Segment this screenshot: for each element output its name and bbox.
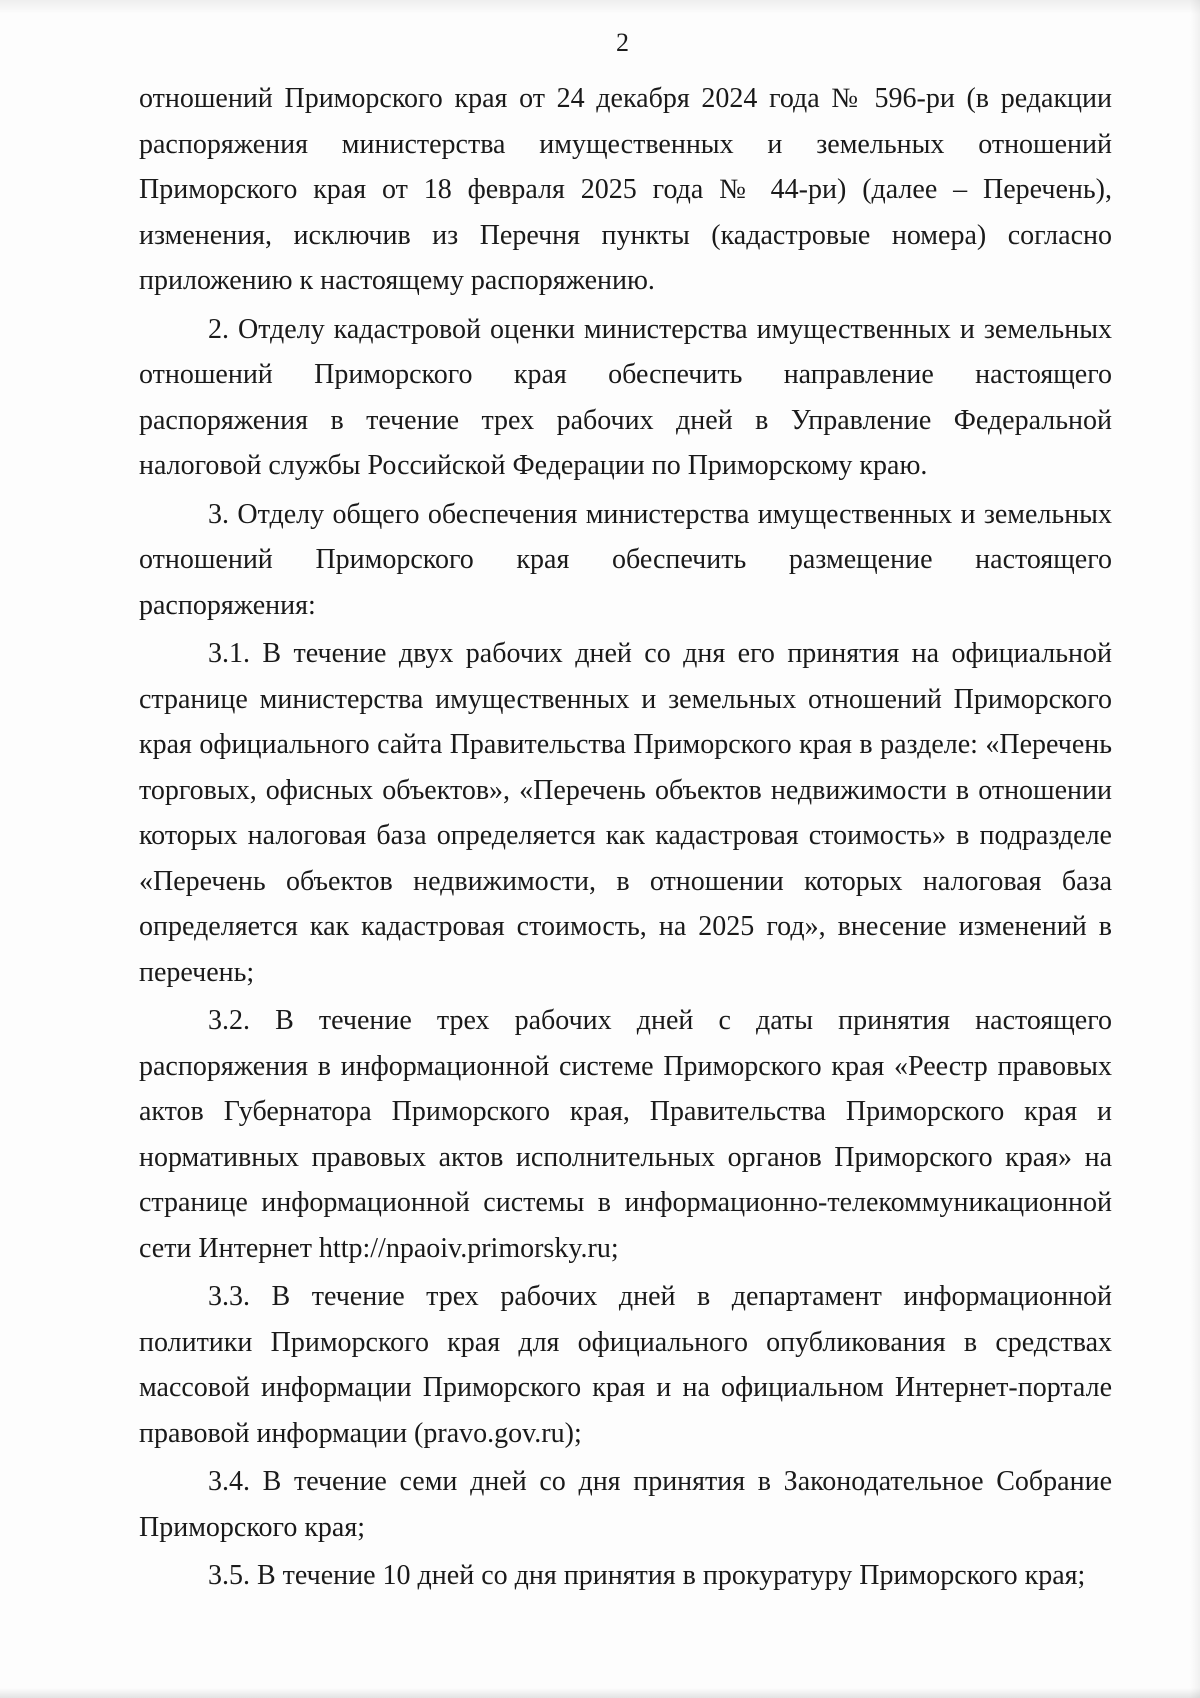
paragraph-item-3-1: 3.1. В течение двух рабочих дней со дня его принятия на официальной странице министерства имущественных и земельных отношений Приморского края официального сайта Правительства Приморского края в разделе: «Перечень торговых, офисных объектов», «Перечень объектов недвижимости в отношении которых налоговая база определяется как кадастровая стоимость» в подразделе «Перечень объектов недвижимости, в отношении которых налоговая база определяется как кадастровая стоимость, на 2025 год», внесение изменений в перечень; — [139, 638, 1112, 988]
scan-edge-top — [0, 0, 1200, 14]
document-body — [139, 76, 1112, 1599]
paragraph-item-3: 3. Отделу общего обеспечения министерства имущественных и земельных отношений Приморского края обеспечить размещение настоящего распоряжения: — [139, 498, 1112, 621]
scan-edge-bottom — [0, 1688, 1200, 1698]
scan-edge-right — [1190, 0, 1200, 1698]
paragraph-item-2: 2. Отделу кадастровой оценки министерства имущественных и земельных отношений Приморского края обеспечить направление настоящего распоряжения в течение трех рабочих дней в Управление Федеральной налоговой службы Российской Федерации по Приморскому краю. — [139, 313, 1112, 481]
paragraph-continuation: отношений Приморского края от 24 декабря 2024 года № 596-ри (в редакции распоряжения министерства имущественных и земельных отношений Приморского края от 18 февраля 2025 года № 44-ри) (далее – Перечень), изменения, исключив из Перечня пункты (кадастровые номера) согласно приложению к настоящему распоряжению. — [139, 83, 1112, 296]
paragraph-item-3-2: 3.2. В течение трех рабочих дней с даты принятия настоящего распоряжения в информационной системе Приморского края «Реестр правовых актов Губернатора Приморского края, Правительства Приморского края и нормативных правовых актов исполнительных органов Приморского края» на странице информационной системы в информационно-телекоммуникационной сети Интернет http://npaoiv.primorsky.ru; — [139, 1005, 1112, 1264]
paragraph-item-3-4: 3.4. В течение семи дней со дня принятия в Законодательное Собрание Приморского края; — [139, 1466, 1112, 1543]
paragraph-item-3-3: 3.3. В течение трех рабочих дней в департамент информационной политики Приморского края для официального опубликования в средствах массовой информации Приморского края и на официальном Интернет-портале правовой информации (pravo.gov.ru); — [139, 1281, 1112, 1449]
paragraph-item-3-5: 3.5. В течение 10 дней со дня принятия в прокуратуру Приморского края; — [208, 1560, 1086, 1591]
page-number: 2 — [616, 28, 629, 57]
